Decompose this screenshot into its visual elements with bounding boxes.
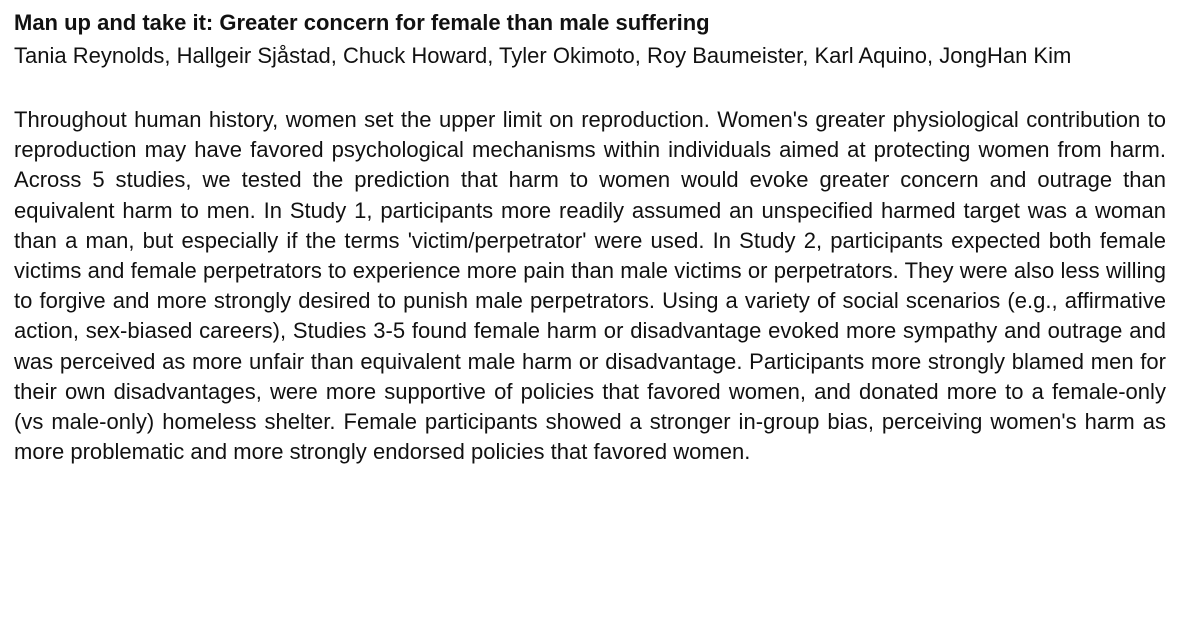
author-list: Tania Reynolds, Hallgeir Sjåstad, Chuck Howard, Tyler Okimoto, Roy Baumeister, Karl Aquino, JongHan Kim bbox=[14, 43, 1072, 68]
abstract-text: Throughout human history, women set the upper limit on reproduction. Women's greater physiological contribution to reproduction may have favored psychological mechanisms within individuals aimed at protecting women from harm. Across 5 studies, we tested the prediction that harm to women would evoke greater concern and outrage than equivalent harm to men. In Study 1, participants more readily assumed an unspecified harmed target was a woman than a man, but especially if the terms 'victim/perpetrator' were used. In Study 2, participants expected both female victims and female perpetrators to experience more pain than male victims or perpetrators. They were also less willing to forgive and more strongly desired to punish male perpetrators. Using a variety of social scenarios (e.g., affirmative action, sex-biased careers), Studies 3-5 found female harm or disadvantage evoked more sympathy and outrage and was perceived as more unfair than equivalent male harm or disadvantage. Participants more strongly blamed men for their own disadvantages, were more supportive of policies that favored women, and donated more to a female-only (vs male-only) homeless shelter. Female participants showed a stronger in-group bias, perceiving women's harm as more problematic and more strongly endorsed policies that favored women. bbox=[14, 107, 1166, 465]
paper-abstract-card bbox=[14, 8, 1166, 467]
paper-title: Man up and take it: Greater concern for female than male suffering bbox=[14, 10, 710, 35]
